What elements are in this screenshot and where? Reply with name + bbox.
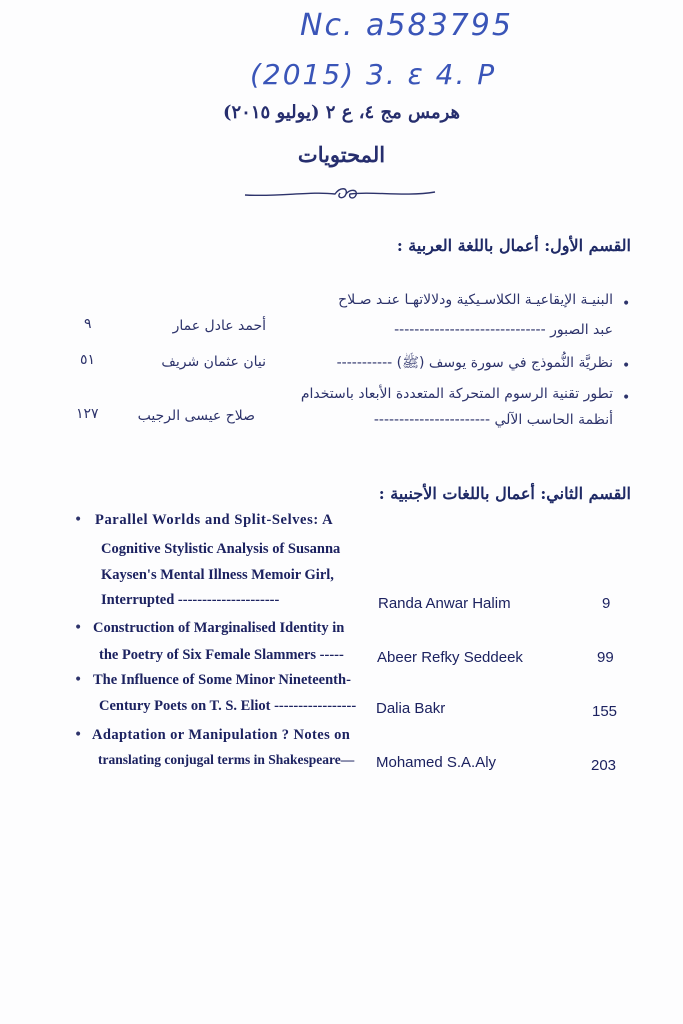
english-entry-4-line1: Adaptation or Manipulation ? Notes on: [92, 727, 351, 743]
arabic-entry-3-title-line2: أنظمة الحاسب الآلي -----------------------: [373, 412, 613, 428]
english-entry-2-line1: Construction of Marginalised Identity in: [93, 620, 345, 636]
english-entry-1-line1: Parallel Worlds and Split-Selves: A: [95, 512, 334, 528]
ornament-divider: [240, 183, 440, 205]
handwritten-volume-note: (2015) 3. ε 4. P: [250, 58, 497, 91]
bullet: •: [622, 358, 631, 374]
arabic-entry-1-title-line1: البنيـة الإيقاعيـة الكلاسـيكية ودلالاتهـا عنـد صـلاح: [338, 292, 613, 308]
bullet: •: [74, 512, 83, 528]
bullet: •: [74, 620, 83, 636]
arabic-entry-3-author: صلاح عيسى الرجيب: [137, 408, 255, 424]
english-entry-1-page: 9: [602, 595, 611, 612]
english-entry-1-author: Randa Anwar Halim: [378, 595, 511, 612]
page-title: المحتويات: [297, 142, 386, 167]
bullet: •: [622, 296, 631, 312]
english-entry-3-author: Dalia Bakr: [376, 700, 446, 717]
english-entry-1-line2: Cognitive Stylistic Analysis of Susanna: [101, 541, 341, 557]
arabic-entry-2-page: ٥١: [80, 352, 96, 368]
bullet: •: [622, 390, 631, 406]
english-entry-4-page: 203: [591, 757, 617, 774]
arabic-entry-2-author: نيان عثمان شريف: [161, 354, 266, 370]
section-heading-foreign: القسم الثاني: أعمال باللغات الأجنبية :: [378, 484, 631, 503]
arabic-entry-1-author: أحمد عادل عمار: [172, 318, 266, 334]
arabic-entry-1-page: ٩: [84, 316, 92, 332]
bullet: •: [74, 727, 83, 743]
section-heading-arabic: القسم الأول: أعمال باللغة العربية :: [396, 236, 631, 255]
english-entry-2-page: 99: [597, 649, 614, 666]
bullet: •: [74, 672, 83, 688]
english-entry-2-line2: the Poetry of Six Female Slammers -----: [99, 647, 344, 663]
english-entry-4-line2: translating conjugal terms in Shakespeare—: [98, 752, 355, 767]
english-entry-3-line1: The Influence of Some Minor Nineteenth-: [93, 672, 351, 688]
arabic-entry-3-page: ١٢٧: [76, 406, 99, 422]
english-entry-3-line2: Century Poets on T. S. Eliot -----------------: [99, 698, 357, 714]
journal-issue-line: هرمس مج ٤، ع ٢ (يوليو ٢٠١٥): [222, 102, 461, 123]
handwritten-call-number: Nc. a583795: [300, 8, 513, 43]
arabic-entry-3-title-line1: تطور تقنية الرسوم المتحركة المتعددة الأبعاد باستخدام: [300, 386, 613, 402]
arabic-entry-2-title: نظريَّة النُّموذج في سورة يوسف (ﷺ) -----------: [336, 355, 613, 371]
arabic-entry-1-title-line2: عبد الصبور ------------------------------: [394, 322, 613, 338]
english-entry-2-author: Abeer Refky Seddeek: [377, 649, 523, 666]
english-entry-1-line3: Kaysen's Mental Illness Memoir Girl,: [101, 567, 334, 583]
english-entry-3-page: 155: [592, 703, 618, 720]
english-entry-1-line4: Interrupted ---------------------: [101, 592, 280, 608]
english-entry-4-author: Mohamed S.A.Aly: [376, 754, 497, 771]
